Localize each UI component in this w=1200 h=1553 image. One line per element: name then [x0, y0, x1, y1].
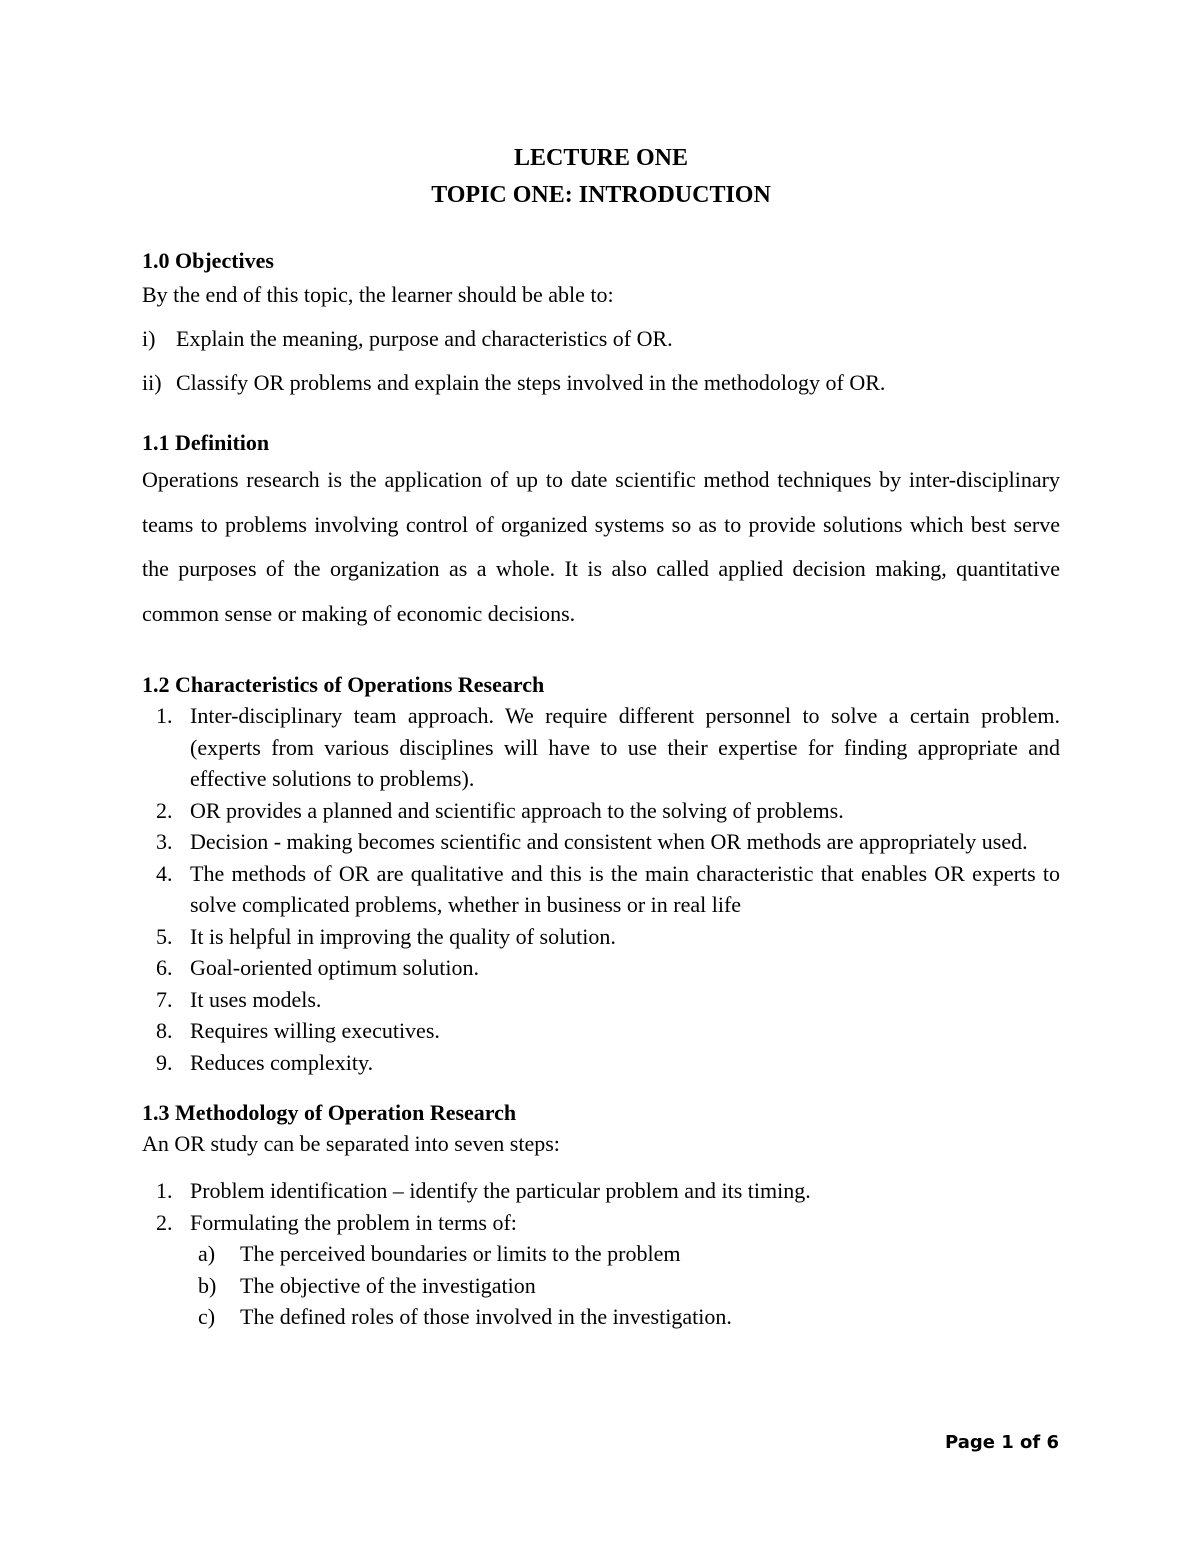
- methodology-list: [142, 1175, 1060, 1238]
- list-marker: 2.: [156, 1209, 173, 1235]
- list-item: [142, 984, 1060, 1016]
- topic-title: TOPIC ONE: INTRODUCTION: [431, 182, 771, 208]
- list-item-text: Explain the meaning, purpose and characteristics of OR.: [176, 326, 673, 351]
- list-item-text: It uses models.: [190, 986, 322, 1012]
- list-item: [142, 795, 1060, 827]
- list-item: [142, 1207, 1060, 1239]
- list-item-text: Decision - making becomes scientific and consistent when OR methods are appropriately used.: [190, 829, 1028, 854]
- list-item: [142, 858, 1060, 921]
- list-item: [142, 324, 1060, 354]
- list-item-text: The objective of the investigation: [240, 1272, 536, 1298]
- list-item: [142, 1238, 1060, 1270]
- list-marker: 4.: [156, 860, 173, 886]
- lecture-title: LECTURE ONE: [513, 145, 689, 171]
- list-marker: 1.: [156, 1178, 173, 1203]
- list-marker: a): [198, 1241, 216, 1266]
- characteristics-list: [142, 700, 1060, 1078]
- list-item-text: Goal-oriented optimum solution.: [190, 955, 480, 980]
- list-marker: c): [198, 1304, 216, 1329]
- list-item: [142, 826, 1060, 858]
- list-marker: 1.: [156, 703, 173, 728]
- list-item-text: The defined roles of those involved in the investigation.: [240, 1304, 732, 1329]
- list-marker: 8.: [156, 1018, 173, 1043]
- list-marker: b): [198, 1272, 217, 1298]
- list-item: [142, 1047, 1060, 1079]
- list-item-text: Reduces complexity.: [190, 1049, 374, 1075]
- methodology-sublist: [142, 1238, 1060, 1333]
- list-marker: 7.: [156, 986, 173, 1012]
- objectives-heading: 1.0 Objectives: [142, 248, 274, 273]
- list-item-text: It is helpful in improving the quality of solution.: [190, 923, 616, 949]
- list-item: [142, 1175, 1060, 1207]
- list-item-text: Formulating the problem in terms of:: [190, 1209, 517, 1235]
- objectives-list: [142, 324, 1060, 398]
- list-marker: 5.: [156, 923, 173, 949]
- list-item-text: Problem identification – identify the particular problem and its timing.: [190, 1178, 811, 1203]
- list-item-text: Requires willing executives.: [190, 1018, 440, 1043]
- characteristics-heading: 1.2 Characteristics of Operations Research: [142, 672, 545, 697]
- list-item-text: The methods of OR are qualitative and this is the main characteristic that enables OR experts to solve complicated problems, whether in business or in real life: [190, 860, 1060, 917]
- list-marker: 2.: [156, 797, 173, 823]
- list-item: [142, 1270, 1060, 1302]
- list-item: [142, 1015, 1060, 1047]
- document-page: [142, 140, 1060, 1333]
- list-item-text: Classify OR problems and explain the steps involved in the methodology of OR.: [176, 370, 886, 395]
- methodology-intro: An OR study can be separated into seven steps:: [142, 1131, 560, 1156]
- list-marker: ii): [142, 370, 162, 395]
- list-item: [142, 1301, 1060, 1333]
- objectives-intro: By the end of this topic, the learner should be able to:: [142, 282, 614, 307]
- list-marker: 6.: [156, 955, 173, 980]
- list-item: [142, 368, 1060, 398]
- list-item: [142, 952, 1060, 984]
- list-marker: 9.: [156, 1049, 173, 1075]
- page-number: Page 1 of 6: [945, 1432, 1059, 1453]
- definition-paragraph: Operations research is the application of up to date scientific method techniques by inter-disciplinary teams to problems involving control of organized systems so as to provide solutions which best serve the purposes of the organization as a whole. It is also called applied decision making, quantitative common sense or making of economic decisions.: [142, 467, 1060, 626]
- list-item-text: Inter-disciplinary team approach. We require different personnel to solve a certain problem.(experts from various disciplines will have to use their expertise for finding appropriate and effective solutions to problems).: [190, 703, 1060, 791]
- list-marker: 3.: [156, 829, 173, 854]
- list-item: [142, 921, 1060, 953]
- list-item-text: The perceived boundaries or limits to the problem: [240, 1241, 681, 1266]
- methodology-heading: 1.3 Methodology of Operation Research: [142, 1100, 517, 1125]
- list-item: [142, 700, 1060, 795]
- definition-heading: 1.1 Definition: [142, 430, 270, 455]
- list-marker: i): [142, 326, 156, 351]
- list-item-text: OR provides a planned and scientific approach to the solving of problems.: [190, 797, 844, 823]
